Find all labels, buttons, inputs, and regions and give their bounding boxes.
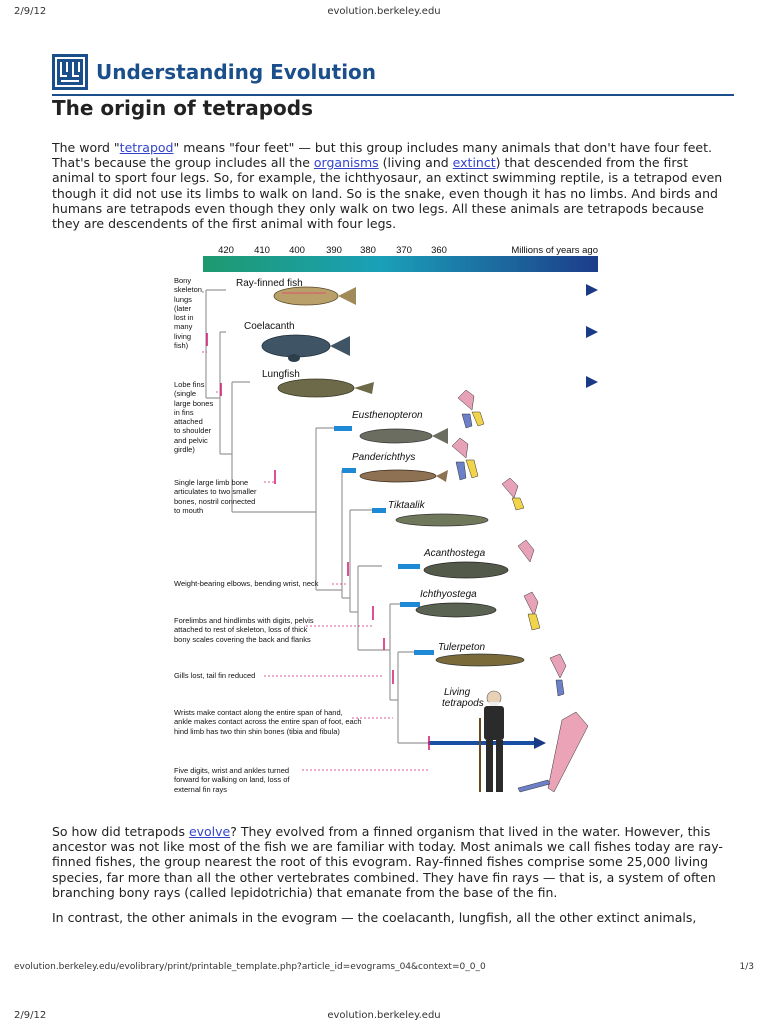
trait-note-line: large bones	[174, 398, 214, 408]
taxon-label: Tiktaalik	[388, 500, 425, 511]
extinct-link[interactable]: extinct	[452, 155, 496, 171]
print-url: evolution.berkeley.edu/evolibrary/print/printable_template.php?article_id=evograms_04&context=0_0_0	[14, 962, 486, 972]
trait-note-lobe-fins	[174, 380, 222, 454]
trait-note-line: bony scales covering the back and flanks	[174, 634, 311, 644]
timescale-tick: 390	[326, 245, 342, 256]
taxon-label: Tulerpeton	[438, 642, 486, 653]
print-footer	[14, 962, 754, 972]
trait-note-line: skeleton,	[174, 285, 205, 295]
trait-note-line: Weight-bearing elbows, bending wrist, neck	[174, 579, 319, 588]
trait-note-line: Lobe fins	[174, 380, 205, 389]
trait-note-weight-bearing-elbows	[174, 579, 344, 588]
next-page-date: 2/9/12	[14, 1010, 47, 1021]
taxon-label: Ray-finned fish	[236, 278, 303, 289]
taxon-label: Eusthenopteron	[352, 410, 423, 421]
taxon-label: Living	[444, 687, 471, 698]
trait-note-line: bones, nostril connected	[174, 496, 256, 506]
page-number: 1/3	[739, 962, 754, 972]
next-page-site: evolution.berkeley.edu	[327, 1010, 441, 1021]
trait-note-line: attached	[174, 417, 203, 427]
trait-note-five-digits	[174, 766, 314, 794]
evolve-link[interactable]: evolve	[188, 824, 231, 839]
trait-note-forelimbs-hindlimbs	[174, 616, 334, 644]
brand-name: Understanding Evolution	[96, 60, 377, 84]
trait-note-line: (single	[174, 389, 197, 399]
timescale-label: Millions of years ago	[511, 245, 598, 256]
trait-note-line: (later	[174, 303, 192, 313]
trait-note-line: Wrists make contact along the entire span of hand,	[174, 708, 343, 717]
body-text-1: So how did tetrapods	[52, 824, 189, 839]
eusthenopteron-icon	[360, 428, 448, 444]
tetrapod-evogram	[166, 240, 606, 812]
intro-paragraph	[52, 140, 732, 231]
arrowhead-icon	[534, 737, 546, 749]
taxon-label: Ichthyostega	[420, 589, 477, 600]
trait-note-line: Forelimbs and hindlimbs with digits, pelvis	[174, 616, 314, 625]
intro-text-4: ) that descended from the first animal to sport four legs. So, for example, the ichthyosaur, an extinct swimming reptile, is a tetrapod even though it did not use its limbs to walk on land. So is the snake, even though it has no limbs. And birds and humans are tetrapods even though they only walk on two legs. All these animals are tetrapods because they are descendents of the first animal with four legs.	[52, 155, 723, 232]
trait-note-line: lost in	[174, 313, 194, 323]
trait-note-line: Bony	[174, 276, 192, 285]
page-title: The origin of tetrapods	[52, 96, 313, 120]
arrowhead-icon	[586, 326, 598, 338]
trait-note-line: living	[174, 331, 192, 341]
panderichthys-icon	[360, 470, 448, 482]
trait-note-wrists	[174, 708, 374, 736]
timescale-tick: 400	[289, 245, 305, 256]
body-text-2: ? They evolved from a finned organism that lived in the water. However, this ancestor was not like most of the fish we are familiar with today. Most animals we call fishes today are ray-finned fishes, the group nearest the root of this evogram. Ray-finned fishes comprise some 25,000 living species, far more than all the other vertebrates combined. They have fin rays — that is, a system of often branching bony rays (called lepidotrichia) that emanate from the base of the fin.	[52, 824, 723, 900]
intro-text-3: (living and	[378, 155, 453, 171]
trait-note-single-limb-bone	[174, 478, 278, 515]
tulerpeton-icon	[436, 654, 524, 666]
trait-note-line: forward for walking on land, loss of	[174, 775, 290, 785]
taxon-label: Coelacanth	[244, 321, 295, 332]
body-paragraph	[52, 824, 732, 900]
print-site: evolution.berkeley.edu	[327, 6, 441, 17]
trait-note-line: attached to rest of skeleton, loss of thick	[174, 625, 308, 635]
print-date: 2/9/12	[14, 6, 47, 17]
arrowhead-icon	[586, 284, 598, 296]
coelacanth-icon	[262, 335, 350, 362]
trait-note-line: Single large limb bone	[174, 478, 249, 487]
trait-note-gills-lost	[174, 671, 274, 680]
timescale-tick: 360	[431, 245, 447, 256]
timescale-tick: 410	[254, 245, 270, 256]
ichthyostega-icon	[416, 603, 496, 617]
taxon-label: Acanthostega	[424, 548, 486, 559]
trait-note-bony-skeleton	[174, 276, 208, 350]
trait-note-line: girdle)	[174, 445, 195, 455]
intro-text-2: " means "four feet" — but this group includes many animals that don't have four feet. That's because the group includes all the	[52, 140, 712, 171]
trait-note-line: to shoulder	[174, 426, 212, 436]
trait-note-line: in fins	[174, 407, 194, 417]
trait-note-line: Gills lost, tail fin reduced	[174, 671, 256, 680]
trait-note-line: lungs	[174, 294, 192, 304]
organisms-link[interactable]: organisms	[313, 155, 379, 171]
taxon-label: Lungfish	[262, 369, 300, 380]
trait-note-line: ankle makes contact across the entire span of foot, each	[174, 717, 362, 727]
trait-note-line: to mouth	[174, 505, 204, 515]
arrowhead-icon	[586, 376, 598, 388]
trait-note-line: external fin rays	[174, 784, 227, 794]
trait-note-line: and pelvic	[174, 435, 208, 445]
timescale-tick: 420	[218, 245, 234, 256]
trait-note-line: many	[174, 322, 193, 332]
trait-note-line: Five digits, wrist and ankles turned	[174, 766, 290, 775]
tiktaalik-icon	[396, 514, 488, 526]
acanthostega-icon	[424, 562, 508, 578]
trait-note-line: articulates to two smaller	[174, 487, 257, 497]
body-paragraph-continued: In contrast, the other animals in the evogram — the coelacanth, lungfish, all the other extinct animals,	[52, 910, 697, 925]
taxon-label: tetrapods	[442, 698, 484, 709]
taxon-label: Panderichthys	[352, 452, 416, 463]
tetrapod-link[interactable]: tetrapod	[119, 140, 174, 155]
timescale-tick: 380	[360, 245, 376, 256]
trait-note-line: fish)	[174, 341, 189, 351]
understanding-evolution-logo-icon	[52, 54, 88, 90]
timescale-bar	[203, 256, 598, 272]
trait-note-line: hind limb has two thin shin bones (tibia and fibula)	[174, 726, 340, 736]
timescale-tick: 370	[396, 245, 412, 256]
intro-text-1: The word "	[52, 140, 120, 155]
